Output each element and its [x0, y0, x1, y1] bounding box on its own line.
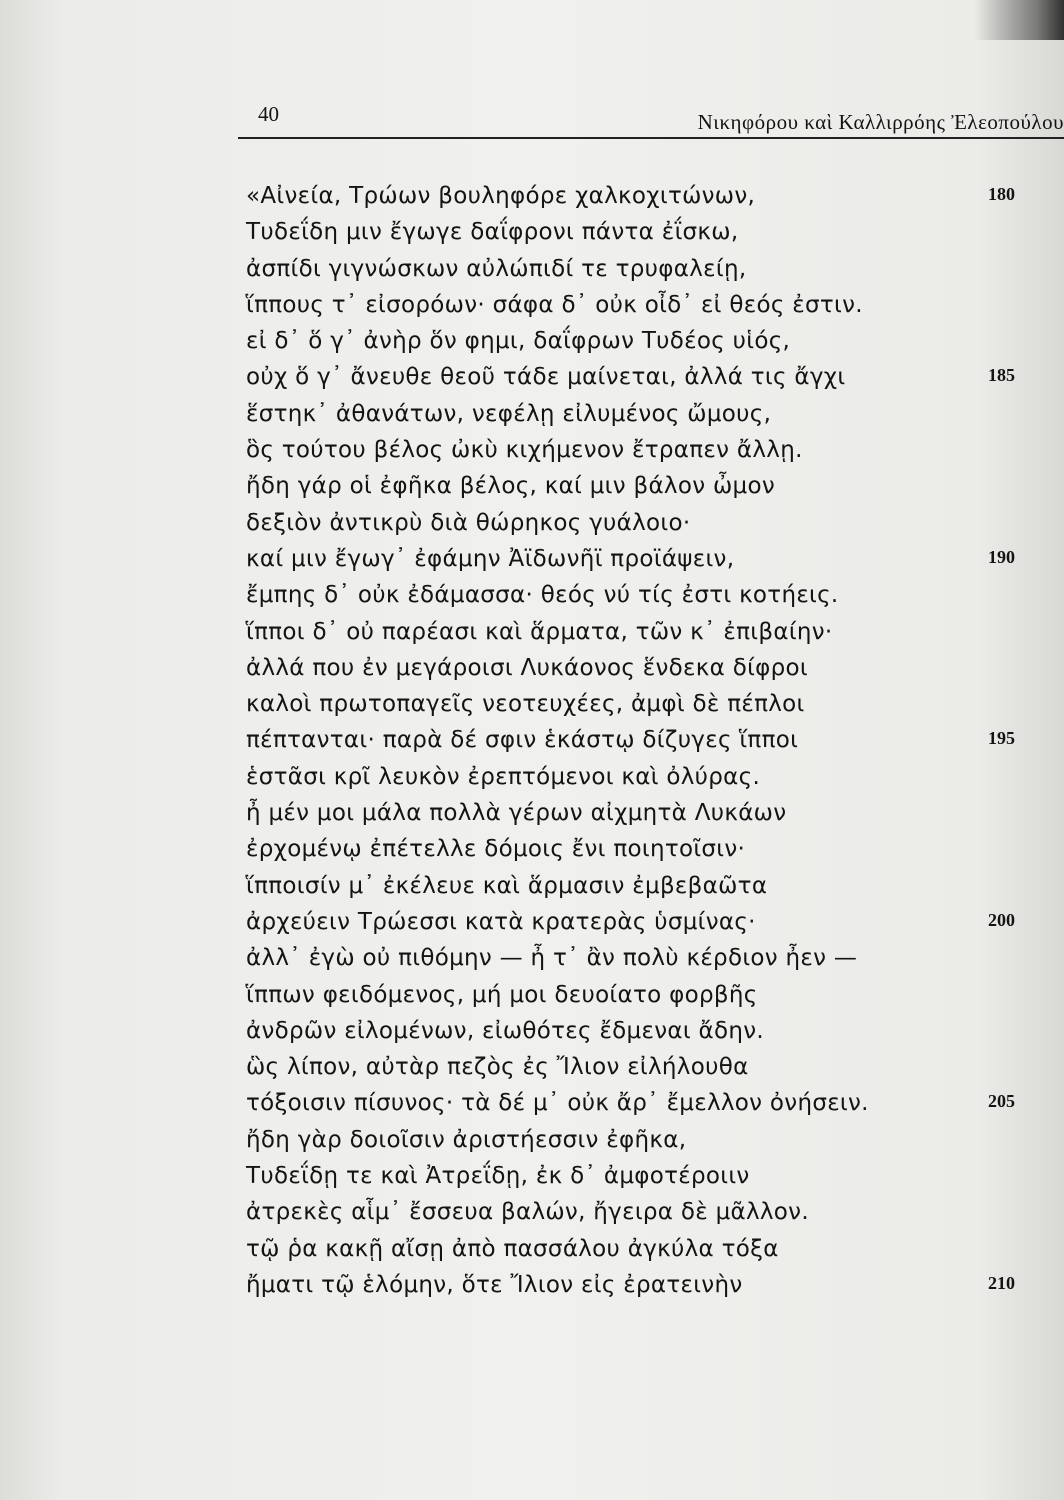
verse-line	[0, 361, 1064, 397]
verse-line	[0, 289, 1064, 325]
verse-line	[0, 579, 1064, 615]
verse-text: πέπτανται· παρὰ δέ σφιν ἑκάστῳ δίζυγες ἵπποι	[246, 727, 799, 754]
verse-line	[0, 434, 1064, 470]
verse-line	[0, 1269, 1064, 1305]
header-rule	[238, 137, 1064, 139]
verse-text: εἰ δ᾽ ὅ γ᾽ ἀνὴρ ὅν φημι, δαΐφρων Τυδέος υἱός,	[246, 328, 791, 355]
verse-text: ἔμπης δ᾽ οὐκ ἐδάμασσα· θεός νύ τίς ἐστι κοτήεις.	[246, 582, 839, 609]
verse-line	[0, 398, 1064, 434]
verse-text: ἀσπίδι γιγνώσκων αὐλώπιδί τε τρυφαλείῃ,	[246, 255, 747, 282]
scan-shadow	[974, 0, 1064, 40]
page-header	[240, 102, 1064, 136]
verse-line	[0, 1160, 1064, 1196]
line-number: 205	[988, 1091, 1015, 1112]
verse-text: καλοὶ πρωτοπαγεῖς νεοτευχέες, ἀμφὶ δὲ πέπλοι	[246, 691, 805, 718]
verse-text: ἤδη γάρ οἱ ἐφῆκα βέλος, καί μιν βάλον ὦμον	[246, 473, 775, 500]
verse-line	[0, 979, 1064, 1015]
line-number: 185	[988, 365, 1015, 386]
verse-line	[0, 652, 1064, 688]
verse-line	[0, 253, 1064, 289]
verse-line	[0, 507, 1064, 543]
verse-text: ἤματι τῷ ἑλόμην, ὅτε Ἴλιον εἰς ἐρατεινὴν	[246, 1271, 743, 1298]
verse-text: ἀλλ᾽ ἐγὼ οὐ πιθόμην — ἦ τ᾽ ἂν πολὺ κέρδιον ἦεν —	[246, 945, 858, 972]
line-number: 195	[988, 728, 1015, 749]
verse-text: ἦ μέν μοι μάλα πολλὰ γέρων αἰχμητὰ Λυκάων	[246, 800, 787, 827]
running-head: Νικηφόρου καὶ Καλλιρρόης Ἐλεοπούλου	[697, 110, 1064, 134]
verse-text: δεξιὸν ἀντικρὺ διὰ θώρηκος γυάλοιο·	[246, 509, 691, 536]
page-number: 40	[258, 102, 279, 126]
verse-text: ἵπποι δ᾽ οὐ παρέασι καὶ ἅρματα, τῶν κ᾽ ἐπιβαίην·	[246, 618, 833, 645]
verse-text: καί μιν ἔγωγ᾽ ἐφάμην Ἀϊδωνῆϊ προϊάψειν,	[246, 545, 735, 572]
verse-line	[0, 616, 1064, 652]
verse-line	[0, 470, 1064, 506]
verse-text: ἤδη γὰρ δοιοῖσιν ἀριστήεσσιν ἐφῆκα,	[246, 1126, 687, 1153]
verse-text: ὃς τούτου βέλος ὠκὺ κιχήμενον ἔτραπεν ἄλλῃ.	[246, 437, 803, 464]
verse-line	[0, 1087, 1064, 1123]
verse-text: ἵπποισίν μ᾽ ἐκέλευε καὶ ἅρμασιν ἐμβεβαῶτα	[246, 872, 768, 899]
verse-line	[0, 724, 1064, 760]
verse-line	[0, 325, 1064, 361]
verse-text: Τυδεΐδῃ τε καὶ Ἀτρεΐδῃ, ἐκ δ᾽ ἀμφοτέροιιν	[246, 1163, 750, 1190]
verse-line	[0, 216, 1064, 252]
verse-line	[0, 180, 1064, 216]
verse-text: ἵππους τ᾽ εἰσορόων· σάφα δ᾽ οὐκ οἶδ᾽ εἰ θεός ἐστιν.	[246, 291, 863, 318]
verse-text: «Αἰνεία, Τρώων βουληφόρε χαλκοχιτώνων,	[246, 183, 756, 209]
verse-text: ἀτρεκὲς αἷμ᾽ ἔσσευα βαλών, ἤγειρα δὲ μᾶλλον.	[246, 1199, 809, 1226]
verse-block	[0, 180, 1064, 1305]
verse-text: τῷ ῥα κακῇ αἴσῃ ἀπὸ πασσάλου ἀγκύλα τόξα	[246, 1235, 779, 1262]
verse-line	[0, 870, 1064, 906]
line-number: 210	[988, 1272, 1015, 1293]
verse-text: ἕστηκ᾽ ἀθανάτων, νεφέλῃ εἰλυμένος ὤμους,	[246, 400, 772, 427]
verse-line	[0, 1196, 1064, 1232]
verse-text: ὣς λίπον, αὐτὰρ πεζὸς ἐς Ἴλιον εἰλήλουθα	[246, 1054, 749, 1081]
line-number: 190	[988, 546, 1015, 567]
verse-text: ἵππων φειδόμενος, μή μοι δευοίατο φορβῆς	[246, 981, 758, 1008]
verse-text: οὐχ ὅ γ᾽ ἄνευθε θεοῦ τάδε μαίνεται, ἀλλά τις ἄγχι	[246, 364, 846, 391]
verse-line	[0, 761, 1064, 797]
verse-line	[0, 942, 1064, 978]
verse-line	[0, 833, 1064, 869]
verse-text: ἑστᾶσι κρῖ λευκὸν ἐρεπτόμενοι καὶ ὀλύρας.	[246, 763, 761, 790]
verse-line	[0, 1051, 1064, 1087]
verse-line	[0, 688, 1064, 724]
verse-line	[0, 797, 1064, 833]
verse-text: ἀλλά που ἐν μεγάροισι Λυκάονος ἕνδεκα δίφροι	[246, 654, 808, 681]
verse-line	[0, 1015, 1064, 1051]
line-number: 200	[988, 909, 1015, 930]
verse-text: τόξοισιν πίσυνος· τὰ δέ μ᾽ οὐκ ἄρ᾽ ἔμελλον ὀνήσειν.	[246, 1090, 869, 1117]
verse-line	[0, 543, 1064, 579]
verse-text: ἐρχομένῳ ἐπέτελλε δόμοις ἔνι ποιητοῖσιν·	[246, 836, 746, 863]
verse-text: ἀρχεύειν Τρώεσσι κατὰ κρατερὰς ὑσμίνας·	[246, 908, 756, 935]
verse-line	[0, 1124, 1064, 1160]
line-number: 180	[988, 184, 1015, 204]
verse-line	[0, 906, 1064, 942]
verse-text: Τυδεΐδη μιν ἔγωγε δαΐφρονι πάντα ἐΐσκω,	[246, 219, 739, 246]
verse-text: ἀνδρῶν εἰλομένων, εἰωθότες ἔδμεναι ἄδην.	[246, 1017, 764, 1044]
verse-line	[0, 1233, 1064, 1269]
